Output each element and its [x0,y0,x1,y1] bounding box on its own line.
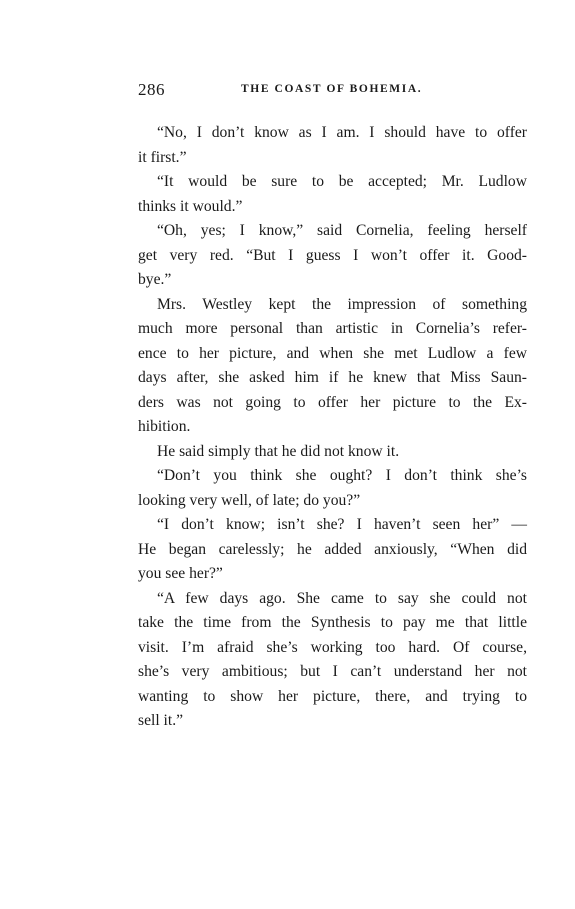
text-line: “Oh, yes; I know,” said Cornelia, feeling herself [157,222,527,239]
text-line: sell it.” [138,712,184,729]
text-line: He said simply that he did not know it. [157,442,400,460]
text-line: looking very well, of late; do you?” [138,491,361,509]
text-line: “I don’t know; isn’t she? I haven’t seen her” — [157,516,527,533]
text-line: get very red. “But I guess I won’t offer it. Good- [138,246,527,264]
running-title: THE COAST OF BOHEMIA. [241,83,423,95]
text-line: visit. I’m afraid she’s working too hard. Of course, [138,638,527,656]
text-line: “Don’t you think she ought? I don’t think she’s [157,467,527,484]
text-line: bye.” [138,271,172,288]
text-line: wanting to show her picture, there, and trying to [138,687,527,705]
text-line: days after, she asked him if he knew that Miss Saun- [138,369,527,386]
text-line: it first.” [138,148,187,166]
text-line: she’s very ambitious; but I can’t understand her not [138,663,527,680]
page-header [138,80,530,102]
text-line: thinks it would.” [138,197,243,215]
text-line: hibition. [138,418,191,435]
text-line: “It would be sure to be accepted; Mr. Ludlow [157,173,527,190]
text-line: take the time from the Synthesis to pay me that little [138,614,527,631]
text-line: He began carelessly; he added anxiously, “When did [138,540,527,558]
text-line: Mrs. Westley kept the impression of something [157,295,527,313]
text-line: you see her?” [138,565,223,582]
page-number: 286 [138,80,165,99]
text-line: “No, I don’t know as I am. I should have to offer [157,124,527,141]
text-line: ence to her picture, and when she met Ludlow a few [138,344,527,362]
text-line: much more personal than artistic in Cornelia’s refer- [138,320,527,337]
text-line: “A few days ago. She came to say she could not [157,589,527,607]
body-text [138,121,527,734]
text-line: ders was not going to offer her picture to the Ex- [138,393,527,411]
